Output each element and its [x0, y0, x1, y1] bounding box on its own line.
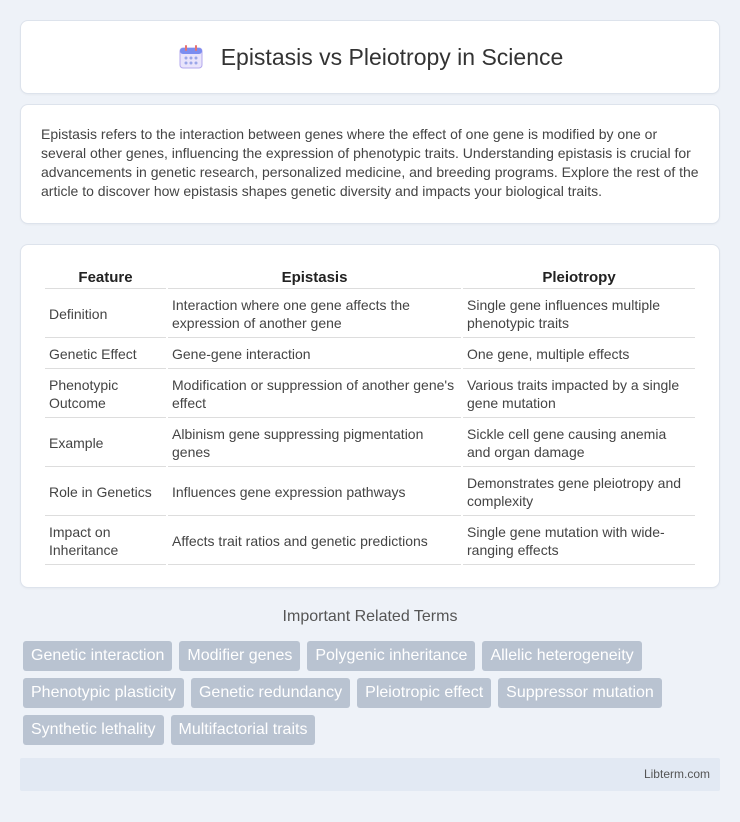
header-epistasis: Epistasis	[168, 267, 461, 289]
related-term-tag[interactable]: Genetic redundancy	[191, 678, 350, 708]
feature-cell: Role in Genetics	[45, 469, 166, 516]
footer-site-link[interactable]: Libterm.com	[643, 767, 710, 781]
related-terms-list	[23, 641, 723, 745]
comparison-table	[43, 265, 697, 567]
feature-cell: Impact on Inheritance	[45, 518, 166, 565]
related-terms-title: Important Related Terms	[282, 608, 458, 625]
intro-card	[20, 104, 720, 224]
page-title: Epistasis vs Pleiotropy in Science	[220, 43, 564, 70]
related-term-tag[interactable]: Multifactorial traits	[171, 715, 316, 745]
epistasis-cell: Modification or suppression of another gene's effect	[168, 371, 461, 418]
table-row	[45, 291, 695, 338]
pleiotropy-cell: One gene, multiple effects	[463, 340, 695, 369]
related-term-tag[interactable]: Modifier genes	[179, 641, 300, 671]
epistasis-cell: Interaction where one gene affects the expression of another gene	[168, 291, 461, 338]
epistasis-cell: Gene-gene interaction	[168, 340, 461, 369]
related-term-tag[interactable]: Synthetic lethality	[23, 715, 164, 745]
table-row	[45, 340, 695, 369]
table-row	[45, 469, 695, 516]
header-pleiotropy: Pleiotropy	[463, 267, 695, 289]
feature-cell: Genetic Effect	[45, 340, 166, 369]
feature-cell: Definition	[45, 291, 166, 338]
table-row	[45, 371, 695, 418]
pleiotropy-cell: Various traits impacted by a single gene mutation	[463, 371, 695, 418]
related-term-tag[interactable]: Allelic heterogeneity	[482, 641, 641, 671]
calendar-icon	[177, 43, 205, 71]
pleiotropy-cell: Sickle cell gene causing anemia and organ damage	[463, 420, 695, 467]
related-term-tag[interactable]: Suppressor mutation	[498, 678, 662, 708]
comparison-card	[20, 244, 720, 588]
footer	[20, 758, 720, 791]
intro-paragraph: Epistasis refers to the interaction between genes where the effect of one gene is modified by one or several other genes, influencing the expression of phenotypic traits. Understanding epistasis is crucial for advancements in genetic research, personalized medicine, and breeding programs. Explore the rest of the article to discover how epistasis shapes genetic diversity and impacts your biological traits.	[41, 126, 699, 199]
epistasis-cell: Affects trait ratios and genetic predictions	[168, 518, 461, 565]
table-header-row	[45, 267, 695, 289]
feature-cell: Phenotypic Outcome	[45, 371, 166, 418]
pleiotropy-cell: Demonstrates gene pleiotropy and complexity	[463, 469, 695, 516]
related-term-tag[interactable]: Polygenic inheritance	[307, 641, 475, 671]
feature-cell: Example	[45, 420, 166, 467]
title-wrap	[177, 43, 564, 71]
related-term-tag[interactable]: Pleiotropic effect	[357, 678, 491, 708]
table-row	[45, 420, 695, 467]
related-term-tag[interactable]: Phenotypic plasticity	[23, 678, 184, 708]
header-feature: Feature	[45, 267, 166, 289]
epistasis-cell: Albinism gene suppressing pigmentation genes	[168, 420, 461, 467]
pleiotropy-cell: Single gene mutation with wide-ranging effects	[463, 518, 695, 565]
header-card	[20, 20, 720, 94]
epistasis-cell: Influences gene expression pathways	[168, 469, 461, 516]
pleiotropy-cell: Single gene influences multiple phenotypic traits	[463, 291, 695, 338]
table-row	[45, 518, 695, 565]
related-term-tag[interactable]: Genetic interaction	[23, 641, 172, 671]
